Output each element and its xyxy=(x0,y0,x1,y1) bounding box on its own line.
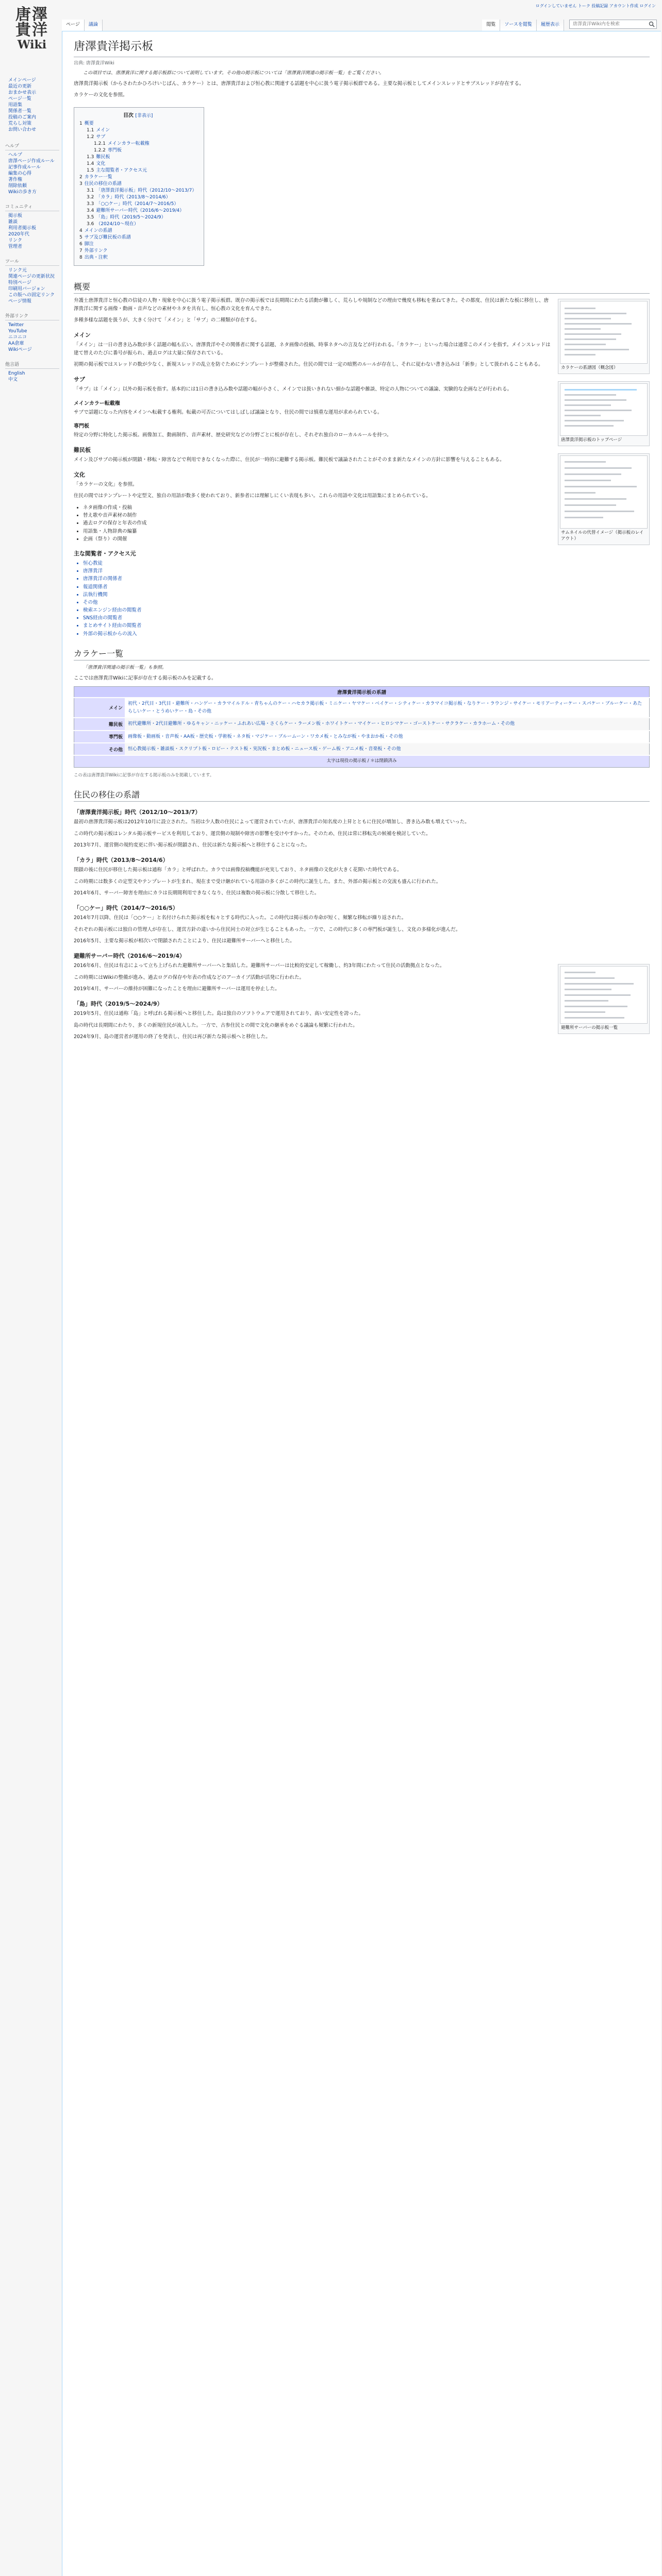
history-eras xyxy=(74,808,650,1041)
toc-item-label[interactable]: カラケー一覧 xyxy=(84,174,112,180)
thumbnail-image[interactable] xyxy=(560,383,648,436)
toc-item-label[interactable]: （2024/10〜現在） xyxy=(96,221,139,227)
navbox-group: 難民板 xyxy=(74,718,125,730)
sidebar-portal-item[interactable]: 中文 xyxy=(8,377,18,382)
toc-item[interactable] xyxy=(79,134,196,141)
toc-item-label[interactable]: メイン xyxy=(96,127,110,133)
sidebar-portal-heading: 外部リンク xyxy=(5,312,59,320)
body-paragraph: メイン及びサブの掲示板が閉鎖・移転・障害などで利用できなくなった際に、住民が一時的に避難する掲示板。難民板で議論されたことがそのまま新たなメインの方針に影響を与えることもある。 xyxy=(74,456,505,463)
era-heading: 「島」時代（2019/5〜2024/9） xyxy=(74,1001,163,1008)
sidebar-nav-item[interactable]: ページ一覧 xyxy=(8,96,31,101)
toc-list xyxy=(79,121,196,261)
sidebar-portal-item[interactable]: 特別ページ xyxy=(8,280,31,285)
navbox xyxy=(74,686,650,768)
toc-item[interactable] xyxy=(79,228,196,234)
section-heading-history: 住民の移住の系譜 xyxy=(74,788,650,802)
navbox-list[interactable]: 画像板・動画板・音声板・AA板・歴史板・学術板・ネタ板・マジケー・ブルームーン・ワカメ板・とみなが板・やまおか板・その他 xyxy=(125,731,650,743)
logo-line-2: 貴洋 xyxy=(15,21,48,39)
navbox-footer: 太字は現役の掲示板 / ＊は閉鎖済み xyxy=(74,755,650,767)
thumbnail-image[interactable] xyxy=(560,301,648,364)
thumbnail[interactable] xyxy=(558,299,650,374)
toc-item-number: 1.2 xyxy=(87,134,94,140)
era-heading: 避難所サーバー時代（2016/6〜2019/4） xyxy=(74,953,186,960)
sidebar-portal-item[interactable]: 記事作成ルール xyxy=(8,165,41,170)
sidebar-portal xyxy=(5,361,59,383)
toc-item[interactable] xyxy=(79,174,196,181)
body-paragraph: この時期にはWikiの整備が進み、過去ログの保存や年表の作成などのアーカイブ活動が活発に行われた。 xyxy=(74,974,304,980)
toc-title xyxy=(79,111,196,118)
list-item: • 替え歌や音声素材の制作 xyxy=(83,512,650,519)
table-footnote: この表は唐澤貴洋Wikiに記事が存在する掲示板のみを掲載しています。 xyxy=(74,773,214,778)
sidebar xyxy=(0,0,62,2576)
toc-item-label[interactable]: 出典・注釈 xyxy=(84,255,108,260)
body-paragraph: 閉鎖の後に住民が移住した掲示板は通称「カラ」と呼ばれた。カラでは画像投稿機能が充実しており、ネタ画像の文化が大きく花開いた時代である。 xyxy=(74,867,402,873)
body-paragraph: この時代の掲示板はレンタル掲示板サービスを利用しており、運営側の規制や障害の影響を受けやすかった。そのため、住民は常に移転先の候補を検討していた。 xyxy=(74,831,431,837)
tab-read[interactable]: 閲覧 xyxy=(482,20,500,31)
toc-item-label[interactable]: 「唐澤貴洋掲示板」時代（2012/10〜2013/7） xyxy=(96,188,197,193)
thumbnail-caption: サムネイルの代替イメージ（掲示板のレイアウト） xyxy=(561,530,644,541)
sidebar-portal-list xyxy=(5,152,59,195)
body-paragraph: 2019年5月、住民は通称「島」と呼ばれる掲示板へと移住した。島は独自のソフトウェアで運用されており、高い安定性を誇った。 xyxy=(74,1011,363,1017)
thumbnail-caption: 避難所サーバーの掲示板一覧 xyxy=(561,1025,618,1031)
toc-item-label[interactable]: サブ及び難民板の系譜 xyxy=(84,234,131,240)
list-item: • 企画（祭り）の開催 xyxy=(83,535,650,543)
toc-item-number: 3 xyxy=(79,181,82,187)
section-heading-refugee: 難民板 xyxy=(74,446,91,453)
sidebar-nav-item[interactable]: 最近の更新 xyxy=(8,84,32,89)
sidebar-portal-item[interactable]: ページ情報 xyxy=(8,299,31,304)
sidebar-portal-item[interactable]: Twitter xyxy=(8,323,24,328)
page-title: 唐澤貴洋掲示板 xyxy=(74,40,650,57)
sidebar-portal-item[interactable]: YouTube xyxy=(8,329,27,334)
body-paragraph: 「カラケーの文化」を参照。 xyxy=(74,481,138,487)
toc-item-number: 1.3 xyxy=(87,154,94,160)
main-content xyxy=(62,31,661,2576)
sidebar-nav-list xyxy=(5,77,59,133)
sidebar-portal-item[interactable]: 関連ページの更新状況 xyxy=(8,274,55,279)
toc-item[interactable] xyxy=(79,181,196,188)
toc-item-label[interactable]: 難民板 xyxy=(96,154,110,160)
toc-item-number: 1.2.2 xyxy=(94,147,106,153)
personal-tools[interactable]: ログインしていません トーク 投稿記録 アカウント作成 ログイン xyxy=(535,4,656,8)
sidebar-portal xyxy=(5,312,59,353)
toc-item[interactable] xyxy=(79,208,196,214)
toc-item-number: 3.3 xyxy=(87,201,94,207)
toc-item-label[interactable]: メインカラー転載権 xyxy=(107,141,150,146)
logo-line-3: Wiki xyxy=(17,38,47,52)
toc-item[interactable] xyxy=(79,154,196,161)
body-paragraph: 2024年9月、島の運営者が運用の終了を発表し、住民は再び新たな掲示板へと移住した。 xyxy=(74,1034,271,1040)
sidebar-nav-item[interactable]: おまかせ表示 xyxy=(8,90,37,95)
sidebar-portal-item[interactable]: リンク元 xyxy=(8,268,27,273)
sidebar-portal-item[interactable]: 管理者 xyxy=(8,244,23,249)
toc-item-number: 3.2 xyxy=(87,194,94,200)
toc-title-text: 目次 xyxy=(123,112,134,118)
sidebar-portal-item[interactable]: ニコニコ xyxy=(8,335,27,340)
body-paragraph: 弁護士唐澤貴洋と恒心教の信徒の人物・現象を中心に扱う電子掲示板群。既存の掲示板では長期間にわたる活動が難しく、荒らしや規制などの理由で幾度も移転を重ねてきた。その都度、住民は新たな板に移住し、唐澤貴洋に関する画像・動画・音声などの素材やネタを共有し、恒心教の文化を育んできた。 xyxy=(74,297,549,312)
thumbnail-caption: カラケーの系譜図（概念図） xyxy=(561,365,618,370)
toc-item[interactable] xyxy=(79,214,196,221)
intro-paragraph: カラケーの文化を参照。 xyxy=(74,92,128,98)
era-heading: 「○○ケー」時代（2014/7〜2016/5） xyxy=(74,905,178,912)
tab-history[interactable]: 履歴表示 xyxy=(537,20,564,31)
visitors-list xyxy=(83,560,650,638)
sidebar-portal-heading: ツール xyxy=(5,258,59,266)
toc-item[interactable] xyxy=(79,201,196,208)
toc-item[interactable] xyxy=(79,248,196,255)
navbox-group: メイン xyxy=(74,698,125,718)
toc-item-label[interactable]: 専門板 xyxy=(107,147,122,153)
toc-item-label[interactable]: 「島」時代（2019/5〜2024/9） xyxy=(96,214,166,220)
toc-item[interactable] xyxy=(79,127,196,134)
toc-item-number: 3.5 xyxy=(87,214,94,220)
toc-item[interactable] xyxy=(79,141,196,147)
body-paragraph: 2016年6月、住民は有志によって立ち上げられた避難所サーバーへと集結した。避難所サーバーは比較的安定して稼働し、約3年間にわたって住民の活動拠点となった。 xyxy=(74,963,445,969)
toc-item[interactable] xyxy=(79,241,196,248)
search-icon[interactable] xyxy=(649,21,655,27)
sidebar-portal-item[interactable]: リンク xyxy=(8,238,22,243)
body-paragraph: 「サブ」は「メイン」以外の掲示板を指す。基本的には1日の書き込み数や話題の幅が小さく、メインでは扱いきれない細かな話題や雑談、特定の人物についての議論、実験的な企画などが行われる。 xyxy=(74,386,512,392)
list-item[interactable]: • 恒心教徒 xyxy=(83,560,650,567)
sidebar-portal-item[interactable]: Wikiの歩き方 xyxy=(8,190,37,195)
body-paragraph: 初期の掲示板ではスレッドの数が少なく、新規スレッドの乱立を防ぐためにテンプレートが整備された。住民の間では一定の暗黙のルールが存在し、それに従わない書き込みは「新参」として扱われることもある。 xyxy=(74,362,543,368)
sidebar-portal-heading: 他言語 xyxy=(5,361,59,369)
toc-item-label[interactable]: 脚注 xyxy=(84,241,94,247)
era-heading: 「カラ」時代（2013/8〜2014/6） xyxy=(74,857,169,864)
navbox-group: 専門板 xyxy=(74,731,125,743)
toc-item-number: 4 xyxy=(79,228,82,233)
hatnote: 「唐澤貴洋関連の掲示板一覧」も参照。 xyxy=(83,665,167,670)
toc-item-number: 1 xyxy=(79,121,82,126)
navbox-list[interactable]: 恒心教掲示板・雑談板・スクリプト板・ロビー・テスト板・実況板・まとめ板・ニュース板・ゲーム板・アニメ板・音楽板・その他 xyxy=(125,743,650,755)
list-item: • ネタ画像の作成・投稿 xyxy=(83,504,650,512)
toc-item[interactable] xyxy=(79,147,196,154)
body-paragraph: 特定の分野に特化した掲示板。画像加工、動画制作、音声素材、歴史研究などの分野ごとに板が存在し、それぞれ独自のローカルルールを持つ。 xyxy=(74,432,392,438)
sidebar-portal xyxy=(5,258,59,304)
toc-item-number: 8 xyxy=(79,255,82,260)
thumbnail[interactable] xyxy=(558,964,650,1034)
era-heading: 「唐澤貴洋掲示板」時代（2012/10〜2013/7） xyxy=(74,809,201,816)
body-paragraph: 「メイン」は一日の書き込み数が多く話題の幅も広い。唐澤貴洋やその関係者に関する話題、ネタ画像の投稿、時事ネタへの言及などが行われる。「カラケー」といった場合は通常このメインを指す。メインスレッドは建て替えのたびに番号が振られ、過去ログは大量に保存されている。 xyxy=(74,342,551,356)
list-item[interactable]: • 検索エンジン経由の閲覧者 xyxy=(83,606,650,614)
sidebar-nav-item[interactable]: 関係者一覧 xyxy=(8,109,32,114)
toc-item-label[interactable]: サブ xyxy=(96,134,106,140)
toc-item-label[interactable]: 住民の移住の系譜 xyxy=(84,181,122,187)
site-subtitle: 出典: 唐澤貴洋Wiki xyxy=(74,60,114,66)
toc-item-number: 3.6 xyxy=(87,221,94,227)
toc-item[interactable] xyxy=(79,167,196,174)
list-item[interactable]: • SNS経由の閲覧者 xyxy=(83,614,650,622)
toc-item[interactable] xyxy=(79,121,196,127)
sidebar-portal-item[interactable]: 利用者掲示板 xyxy=(8,226,37,231)
navbox-title: 唐澤貴洋掲示板の系譜 xyxy=(74,687,650,698)
sidebar-portal-heading: コミュニティ xyxy=(5,203,59,211)
sidebar-portal-item[interactable]: 2020年代 xyxy=(8,232,29,237)
body-paragraph: 最初の唐澤貴洋掲示板は2012年10月に設立された。当初は少人数の住民によって運営されていたが、唐澤貴洋の知名度の上昇とともに住民が増加し、書き込み数も増えていった。 xyxy=(74,819,470,825)
list-item[interactable]: • 唐澤貴洋 xyxy=(83,567,650,575)
sidebar-portal-item[interactable]: AA倉庫 xyxy=(8,341,24,346)
toc-item-label[interactable]: 概要 xyxy=(84,121,94,126)
toc-item-label[interactable]: 文化 xyxy=(96,161,106,166)
sidebar-portal-list xyxy=(5,267,59,304)
table-of-contents xyxy=(74,107,204,266)
section-heading-visitors: 主な閲覧者・アクセス元 xyxy=(74,550,136,557)
sidebar-portal-item[interactable]: 著作権 xyxy=(8,177,23,182)
toc-item-label[interactable]: 主な閲覧者・アクセス元 xyxy=(96,167,147,173)
tab-talk[interactable]: 議論 xyxy=(85,20,103,31)
toc-item-label[interactable]: メインの系譜 xyxy=(84,228,112,233)
body-paragraph: それぞれの掲示板には独自の管理人が存在し、運営方針の違いから住民同士の対立が生じることもあった。一方で、この時代に多くの専門板が誕生し、文化の多様化が進んだ。 xyxy=(74,926,461,933)
toc-item-label[interactable]: 「カラ」時代（2013/8〜2014/6） xyxy=(96,194,171,200)
search-input[interactable] xyxy=(569,20,657,29)
logo-line-1: 唐澤 xyxy=(15,6,48,24)
site-logo[interactable] xyxy=(6,7,58,68)
toc-item[interactable] xyxy=(79,221,196,228)
toc-item-number: 1.4 xyxy=(87,161,94,166)
sidebar-portal-item[interactable]: 編集の心得 xyxy=(8,171,32,176)
body-paragraph: 2019年4月、サーバーの維持が困難になったことを理由に避難所サーバーは運用を停止した。 xyxy=(74,986,280,992)
sidebar-portal-item[interactable]: 雑談 xyxy=(8,219,18,225)
body-paragraph: この時期には数多くの定型文やテンプレートが生まれ、現在まで受け継がれている用語の多くがこの時代に誕生した。また、外部の掲示板との交流も盛んに行われた。 xyxy=(74,878,441,885)
section-heading-list: カラケー一覧 xyxy=(74,647,650,660)
thumbnail[interactable] xyxy=(558,453,650,545)
list-item[interactable]: • 外部の掲示板からの流入 xyxy=(83,630,650,638)
toc-item-number: 6 xyxy=(79,241,82,247)
body-paragraph: 2014年6月、サーバー障害を理由にカラは長期間利用できなくなり、住民は複数の掲示板に分散して移住した。 xyxy=(74,890,320,896)
tab-page[interactable]: ページ xyxy=(62,20,85,31)
list-item[interactable]: • 報道関係者 xyxy=(83,583,650,591)
sidebar-portal-item[interactable]: English xyxy=(8,371,25,376)
sidebar-portal-item[interactable]: 印刷用バージョン xyxy=(8,286,45,292)
toc-item[interactable] xyxy=(79,194,196,201)
thumbnail-caption: 唐澤貴洋掲示板のトップページ xyxy=(561,437,622,443)
tab-view-source[interactable]: ソースを閲覧 xyxy=(500,20,537,31)
toc-item-number: 1.2.1 xyxy=(94,141,106,146)
sidebar-portal-item[interactable]: 掲示板 xyxy=(8,213,23,218)
toc-item-number: 1.1 xyxy=(87,127,94,133)
sidebar-portal-heading: ヘルプ xyxy=(5,142,59,150)
body-paragraph: サブで話題になった内容をメインへ転載する権利。転載の可否についてはしばしば議論となり、住民の間では慎重な運用が求められている。 xyxy=(74,409,383,415)
sidebar-portal-list xyxy=(5,370,59,383)
toc-item-label[interactable]: 外部リンク xyxy=(84,248,108,253)
toc-item[interactable] xyxy=(79,234,196,241)
body-paragraph: 2016年5月、主要な掲示板が相次いで閉鎖されたことにより、住民は避難所サーバーへと移住した。 xyxy=(74,938,295,944)
navbox-list[interactable]: 初代・2代目・3代目・避難所・ハンゲー・カラマイルドル・青ちゃんのケー・ハセカラ掲示板・ミニケー・ヤマケー・ベイケー・シティケー・カラマイコ掲示板・なりケー・ラウンジ・サイケー・モリアーティーケー・スパケー・ブルーケー・あたらしいケー・とうめいケー・島・その他 xyxy=(125,698,650,718)
navbox-group: その他 xyxy=(74,743,125,755)
toc-item-number: 5 xyxy=(79,234,82,240)
sidebar-portal-item[interactable]: 唐澤ページ作成ルール xyxy=(8,159,55,164)
thumbnail[interactable] xyxy=(558,381,650,446)
toc-item[interactable] xyxy=(79,161,196,167)
sidebar-portal xyxy=(5,142,59,195)
body-paragraph: ここでは唐澤貴洋Wikiに記事が存在する掲示板のみを記載する。 xyxy=(74,675,217,681)
list-item[interactable]: • 法執行機関 xyxy=(83,591,650,599)
sidebar-portal-item[interactable]: ヘルプ xyxy=(8,152,23,158)
sidebar-portal-item[interactable]: 削除依頼 xyxy=(8,183,27,189)
sidebar-portal-item[interactable]: Wikiページ xyxy=(8,347,32,352)
toc-item-number: 3.4 xyxy=(87,208,94,213)
toc-toggle[interactable]: [非表示] xyxy=(135,113,153,118)
intro-paragraph: 唐澤貴洋掲示板（からさわたかひろけいじばん、カラケー）とは、唐澤貴洋および恒心教に関連する話題を中心に扱う電子掲示板群である。主要な掲示板としてメインスレッドとサブスレッドが存在する。 xyxy=(74,80,524,87)
navbox-list[interactable]: 初代避難所・2代目避難所・ゆるキャン・ニッケー・ふれあい広場・さくらケー・ラーメン板・ホワイトケー・マイケー・ヒロシマケー・ゴーストケー・サクラケー・カラホーム・その他 xyxy=(125,718,650,730)
list-item[interactable]: • 唐澤貴洋の関係者 xyxy=(83,575,650,583)
subsection-heading: メインカラー転載権 xyxy=(74,400,120,406)
namespace-tabs xyxy=(62,20,103,31)
toc-item-label[interactable]: 避難所サーバー時代（2016/6〜2019/4） xyxy=(96,208,185,213)
body-paragraph: 2014年7月以降、住民は「○○ケー」と名付けられた掲示板を転々とする時代に入った。この時代は掲示板の寿命が短く、頻繁な移転が繰り返された。 xyxy=(74,915,407,921)
list-item: • 過去ログの保存と年表の作成 xyxy=(83,519,650,527)
section-heading-overview: 概要 xyxy=(74,280,650,294)
toc-item[interactable] xyxy=(79,255,196,261)
sidebar-nav-item[interactable]: 荒らし対策 xyxy=(8,121,32,126)
body-paragraph: 多種多様な話題を扱うが、大きく分けて「メイン」と「サブ」の二種類が存在する。 xyxy=(74,317,260,324)
sidebar-portal-list xyxy=(5,213,59,250)
section-heading-main: メイン xyxy=(74,331,91,338)
toc-item-number: 7 xyxy=(79,248,82,253)
toc-item-number: 1.5 xyxy=(87,167,94,173)
thumbnail-image[interactable] xyxy=(560,455,648,529)
toc-item-number: 2 xyxy=(79,174,82,180)
sidebar-nav-item[interactable]: お問い合わせ xyxy=(8,127,37,132)
page-header xyxy=(62,0,662,31)
view-tabs xyxy=(482,20,564,31)
body-paragraph: 2013年7月、運営側の規約変更に伴い掲示板が閉鎖され、住民は新たな掲示板へと移住することになった。 xyxy=(74,842,310,849)
sidebar-nav-item[interactable]: メインページ xyxy=(8,78,36,83)
sidebar-portal-list xyxy=(5,322,59,353)
section-heading-culture: 文化 xyxy=(74,471,85,478)
sidebar-portal xyxy=(5,203,59,250)
toc-item[interactable] xyxy=(79,188,196,194)
hatnote: この項目では、唐澤貴洋に関する掲示板群について説明しています。その他の掲示板については「唐澤貴洋関連の掲示板一覧」をご覧ください。 xyxy=(83,70,384,76)
toc-item-label[interactable]: 「○○ケー」時代（2014/7〜2016/5） xyxy=(96,201,179,207)
sidebar-nav-item[interactable]: 用語集 xyxy=(8,103,23,108)
subsection-heading: 専門板 xyxy=(74,423,89,430)
list-item[interactable]: • その他 xyxy=(83,599,650,606)
section-heading-sub: サブ xyxy=(74,376,85,383)
body-paragraph: 住民の間ではテンプレートや定型文、独自の用語が数多く使われており、新参者には理解しにくい表現も多い。これらの用語や文化は用語集にまとめられている。 xyxy=(74,493,431,499)
list-item: • 用語集・人物辞典の編纂 xyxy=(83,528,650,535)
thumbnail-image[interactable] xyxy=(560,966,648,1024)
body-paragraph: 島の時代は長期間にわたり、多くの新規住民が流入した。一方で、古参住民との間で文化の継承をめぐる議論も頻繁に行われた。 xyxy=(74,1022,358,1028)
sidebar-nav-item[interactable]: 投稿のご案内 xyxy=(8,115,37,120)
sidebar-portal-item[interactable]: この版への固定リンク xyxy=(8,293,55,298)
sidebar-nav-portal xyxy=(5,77,59,133)
list-item[interactable]: • まとめサイト経由の閲覧者 xyxy=(83,622,650,630)
toc-item-number: 3.1 xyxy=(87,188,94,193)
